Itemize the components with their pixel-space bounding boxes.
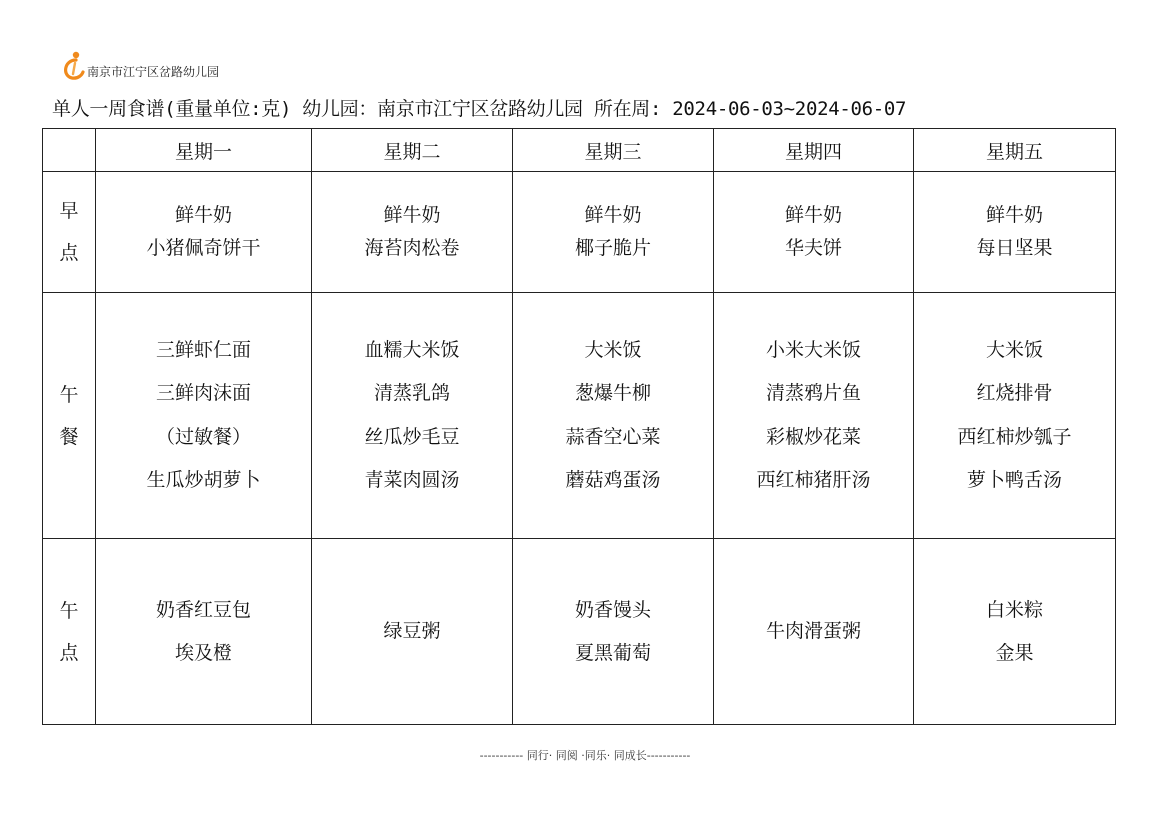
menu-item: 蒜香空心菜 xyxy=(565,425,661,448)
menu-item: 西红柿猪肝汤 xyxy=(756,469,871,491)
menu-cell-snack-monday xyxy=(96,539,312,725)
weekly-menu-table xyxy=(42,128,1116,725)
meal-label-breakfast: 早 点 xyxy=(43,172,96,293)
menu-cell-breakfast-friday xyxy=(914,172,1116,293)
day-header-thursday: 星期四 xyxy=(714,129,914,172)
menu-item: 每日坚果 xyxy=(976,237,1053,259)
menu-item: 小米大米饭 xyxy=(765,338,861,361)
table-row-lunch xyxy=(43,293,1116,539)
menu-item: 夏黑葡萄 xyxy=(574,641,651,664)
menu-item: 海苔肉松卷 xyxy=(364,237,460,259)
menu-item: 三鲜虾仁面 xyxy=(155,338,251,361)
menu-item: 三鲜肉沫面 xyxy=(155,382,251,404)
day-header-monday: 星期一 xyxy=(96,129,312,172)
menu-item: 奶香红豆包 xyxy=(155,598,251,621)
menu-item: 鲜牛奶 xyxy=(383,204,441,226)
menu-item: 大米饭 xyxy=(584,338,642,361)
menu-cell-snack-thursday xyxy=(714,539,914,725)
menu-item: 青菜肉圆汤 xyxy=(364,469,460,491)
menu-cell-breakfast-tuesday xyxy=(312,172,513,293)
corner-cell xyxy=(43,129,96,172)
page-title: 单人一周食谱(重量单位:克) 幼儿园：南京市江宁区岔路幼儿园 所在周: 2024-06-03~2024-06-07 xyxy=(52,98,907,120)
meal-label-afternoon-snack: 午 点 xyxy=(43,539,96,725)
menu-item: 丝瓜炒毛豆 xyxy=(364,425,460,448)
menu-item: 红烧排骨 xyxy=(976,382,1053,404)
table-row-afternoon-snack xyxy=(43,539,1116,725)
menu-cell-snack-wednesday xyxy=(513,539,714,725)
menu-item: 生瓜炒胡萝卜 xyxy=(146,469,261,491)
menu-cell-lunch-friday xyxy=(914,293,1116,539)
menu-item: 牛肉滑蛋粥 xyxy=(765,620,861,642)
menu-item: 清蒸乳鸽 xyxy=(373,382,450,404)
meal-label-lunch: 午 餐 xyxy=(43,293,96,539)
menu-item: 白米粽 xyxy=(985,598,1043,621)
menu-item: 小猪佩奇饼干 xyxy=(146,237,261,259)
menu-item: 血糯大米饭 xyxy=(364,338,460,361)
day-header-tuesday: 星期二 xyxy=(312,129,513,172)
menu-item: （过敏餐） xyxy=(155,425,251,448)
menu-item: 葱爆牛柳 xyxy=(574,382,651,404)
menu-cell-lunch-thursday xyxy=(714,293,914,539)
menu-item: 清蒸鸦片鱼 xyxy=(765,382,861,404)
menu-item: 鲜牛奶 xyxy=(174,204,232,226)
menu-item: 绿豆粥 xyxy=(383,620,441,642)
menu-cell-lunch-wednesday xyxy=(513,293,714,539)
menu-cell-breakfast-monday xyxy=(96,172,312,293)
day-header-friday: 星期五 xyxy=(914,129,1116,172)
table-header-row xyxy=(43,129,1116,172)
kindergarten-logo-icon xyxy=(60,50,86,82)
menu-item: 金果 xyxy=(995,641,1034,664)
logo xyxy=(60,46,219,82)
menu-item: 蘑菇鸡蛋汤 xyxy=(565,469,661,491)
menu-cell-snack-tuesday xyxy=(312,539,513,725)
menu-item: 椰子脆片 xyxy=(574,237,651,259)
table-row-breakfast xyxy=(43,172,1116,293)
menu-item: 鲜牛奶 xyxy=(784,204,842,226)
menu-cell-breakfast-wednesday xyxy=(513,172,714,293)
footer-slogan: ----------- 同行· 同阅 ·同乐· 同成长----------- xyxy=(479,749,691,762)
menu-item: 大米饭 xyxy=(985,338,1043,361)
menu-item: 西红柿炒瓠子 xyxy=(957,425,1072,448)
menu-cell-breakfast-thursday xyxy=(714,172,914,293)
menu-cell-lunch-monday xyxy=(96,293,312,539)
menu-cell-snack-friday xyxy=(914,539,1116,725)
menu-item: 华夫饼 xyxy=(784,237,842,259)
menu-item: 萝卜鸭舌汤 xyxy=(966,469,1062,491)
logo-text: 南京市江宁区岔路幼儿园 xyxy=(87,65,220,79)
menu-item: 埃及橙 xyxy=(174,641,232,664)
menu-item: 奶香馒头 xyxy=(574,598,651,621)
menu-item: 鲜牛奶 xyxy=(985,204,1043,226)
menu-item: 彩椒炒花菜 xyxy=(765,425,861,448)
menu-cell-lunch-tuesday xyxy=(312,293,513,539)
day-header-wednesday: 星期三 xyxy=(513,129,714,172)
menu-item: 鲜牛奶 xyxy=(584,204,642,226)
